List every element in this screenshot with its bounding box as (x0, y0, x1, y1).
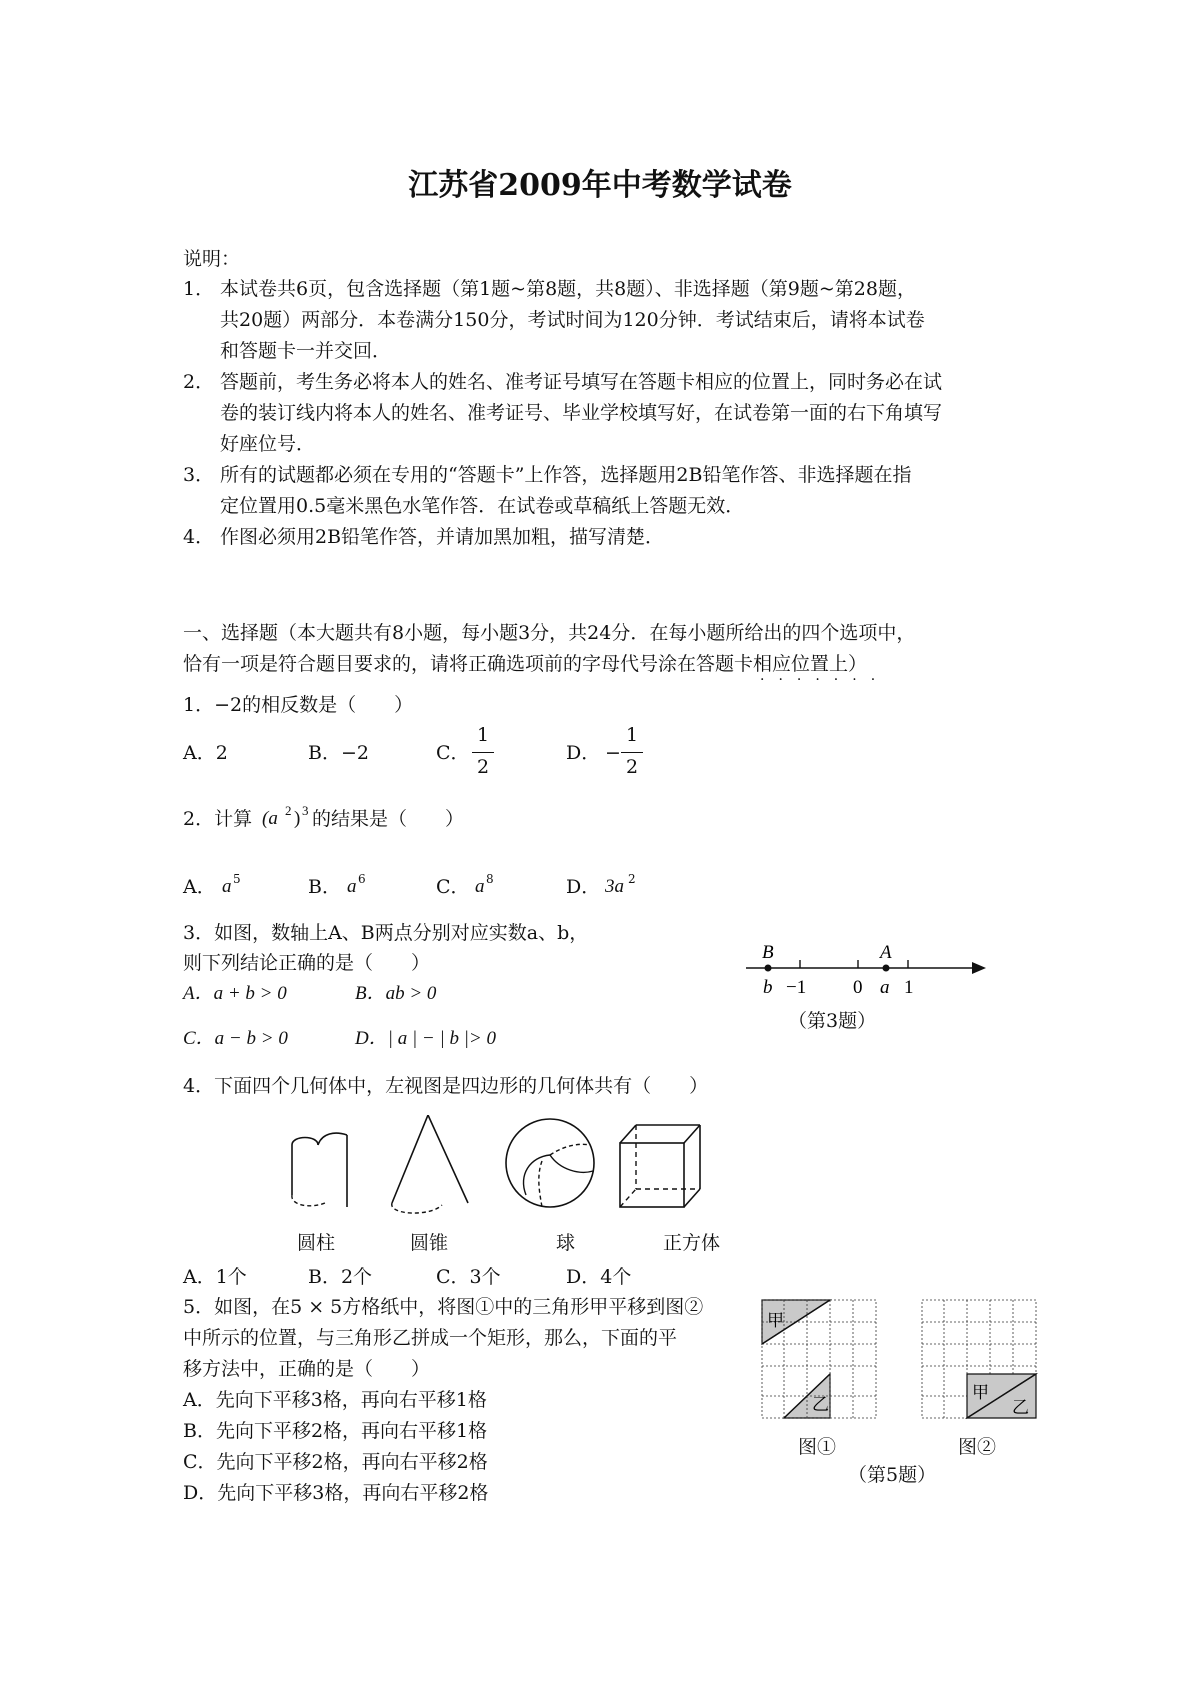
point-A (883, 965, 890, 972)
number-line-arrowhead (972, 962, 986, 974)
q5-grid-figures (760, 1298, 1050, 1428)
grid-2 (922, 1300, 1036, 1418)
point-B (765, 965, 772, 972)
q4-stem: 4．下面四个几何体中，左视图是四边形的几何体共有（ ） (183, 1075, 709, 1097)
q5-option-c: C．先向下平移2格，再向右平移2格 (183, 1451, 488, 1473)
note-1-line-2: 共20题）两部分．本卷满分150分，考试时间为120分钟．考试结束后，请将本试卷 (220, 309, 925, 331)
q2-stem-pre: 2．计算 (183, 808, 253, 830)
tick-label-b: b (763, 977, 773, 998)
q2-c-base: a (475, 876, 485, 897)
q1-c-numerator: 1 (476, 724, 490, 746)
solid-label-cylinder: 圆柱 (297, 1232, 336, 1254)
q1-option-a: A．2 (183, 742, 228, 764)
q3-option-d: D．| a | − | b |> 0 (355, 1028, 497, 1049)
q4-option-d: D．4个 (566, 1266, 632, 1288)
q2-option-a-label: A． (183, 876, 216, 898)
note-1-num: 1． (183, 278, 215, 300)
q2-d-base: 3a (605, 876, 624, 897)
emphasis-dots: ······· (760, 672, 890, 688)
note-1-line-1: 本试卷共6页，包含选择题（第1题~第8题，共8题）、非选择题（第9题~第28题， (220, 278, 916, 300)
fig2-label: 图② (958, 1436, 997, 1458)
q2-expr-exp2: 3 (302, 803, 309, 818)
note-2-num: 2． (183, 371, 215, 393)
q1-option-c-label: C． (436, 742, 470, 764)
note-3-line-1: 所有的试题都必须在专用的“答题卡”上作答，选择题用2B铅笔作答、非选择题在指 (220, 464, 912, 486)
q5-option-d: D．先向下平移3格，再向右平移2格 (183, 1482, 489, 1504)
q2-a-exp: 5 (233, 872, 241, 886)
q1-d-numerator: 1 (625, 724, 639, 746)
q1-option-d-label: D． (566, 742, 601, 764)
q3-option-b: B．ab > 0 (355, 983, 437, 1004)
q2-expr-exp1: 2 (285, 803, 292, 818)
note-2-line-3: 好座位号． (220, 433, 316, 455)
grid-1 (762, 1300, 876, 1418)
q2-d-exp: 2 (628, 872, 636, 886)
q1-stem: 1．−2的相反数是（ ） (183, 694, 414, 716)
q3-option-a: A．a + b > 0 (183, 983, 287, 1004)
notes-heading: 说明： (183, 248, 241, 270)
fig1-jia-label: 甲 (767, 1311, 784, 1330)
q2-a-base: a (222, 876, 232, 897)
note-4-num: 4． (183, 526, 215, 548)
note-1-line-3: 和答题卡一并交回． (220, 340, 392, 362)
section1-line-2: 恰有一项是符合题目要求的，请将正确选项前的字母代号涂在答题卡相应位置上） (183, 653, 868, 675)
note-3-line-2: 定位置用0.5毫米黑色水笔作答．在试卷或草稿纸上答题无效． (220, 495, 745, 517)
q3-line-1: 3．如图，数轴上A、B两点分别对应实数a、b， (183, 922, 589, 944)
q3-option-c: C．a − b > 0 (183, 1028, 288, 1049)
q1-c-fraction-bar (472, 752, 494, 753)
tick-label-zero: 0 (853, 977, 863, 998)
cube-shape (620, 1125, 700, 1207)
note-4-line-1: 作图必须用2B铅笔作答，并请加黑加粗，描写清楚． (220, 526, 665, 548)
q2-b-exp: 6 (358, 872, 366, 886)
q1-c-denominator: 2 (476, 756, 490, 778)
q2-option-c-label: C． (436, 876, 470, 898)
q4-option-b: B．2个 (308, 1266, 373, 1288)
q5-option-b: B．先向下平移2格，再向右平移1格 (183, 1420, 488, 1442)
q2-b-base: a (347, 876, 357, 897)
fig2-jia-label: 甲 (972, 1383, 989, 1402)
q2-expr-close: ) (294, 808, 301, 829)
cylinder-shape (292, 1133, 347, 1207)
q5-line-1: 5．如图，在5 × 5方格纸中，将图①中的三角形甲平移到图② (183, 1296, 704, 1318)
solid-label-sphere: 球 (556, 1232, 576, 1254)
cone-shape (392, 1115, 468, 1213)
label-A: A (880, 942, 892, 963)
solid-label-cube: 正方体 (663, 1232, 721, 1254)
q1-d-fraction-bar (621, 752, 643, 753)
q1-d-minus: − (605, 742, 621, 764)
q2-c-exp: 8 (486, 872, 494, 886)
page-title: 江苏省2009年中考数学试卷 (408, 168, 792, 203)
note-3-num: 3． (183, 464, 215, 486)
fig1-label: 图① (798, 1436, 837, 1458)
q1-option-b: B．−2 (308, 742, 369, 764)
q5-option-a: A．先向下平移3格，再向右平移1格 (183, 1389, 487, 1411)
sphere-shape (506, 1119, 594, 1207)
q5-caption: （第5题） (848, 1464, 937, 1486)
q5-line-2: 中所示的位置，与三角形乙拼成一个矩形，那么，下面的平 (183, 1327, 678, 1349)
fig2-yi-label: 乙 (1012, 1398, 1029, 1417)
q3-caption: （第3题） (788, 1010, 877, 1032)
q4-solids-figure (280, 1115, 740, 1230)
section1-line-1: 一、选择题（本大题共有8小题，每小题3分，共24分．在每小题所给出的四个选项中， (183, 622, 916, 644)
note-2-line-1: 答题前，考生务必将本人的姓名、准考证号填写在答题卡相应的位置上，同时务必在试 (220, 371, 943, 393)
q3-line-2: 则下列结论正确的是（ ） (183, 952, 431, 974)
note-2-line-2: 卷的装订线内将本人的姓名、准考证号、毕业学校填写好，在试卷第一面的右下角填写 (220, 402, 943, 424)
tick-label-a: a (880, 977, 890, 998)
q2-stem-post: 的结果是（ ） (312, 808, 465, 830)
label-B: B (762, 942, 774, 963)
tick-label-minus-one: −1 (786, 977, 807, 998)
solid-label-cone: 圆锥 (410, 1232, 449, 1254)
q3-number-line-figure (740, 940, 990, 1010)
q4-option-c: C．3个 (436, 1266, 501, 1288)
q2-option-b-label: B． (308, 876, 341, 898)
fig1-yi-label: 乙 (812, 1395, 829, 1414)
q2-option-d-label: D． (566, 876, 601, 898)
q1-d-denominator: 2 (625, 756, 639, 778)
q2-expr-base: (a (262, 808, 278, 829)
q5-line-3: 移方法中，正确的是（ ） (183, 1358, 431, 1380)
q4-option-a: A．1个 (183, 1266, 247, 1288)
tick-label-one: 1 (904, 977, 914, 998)
